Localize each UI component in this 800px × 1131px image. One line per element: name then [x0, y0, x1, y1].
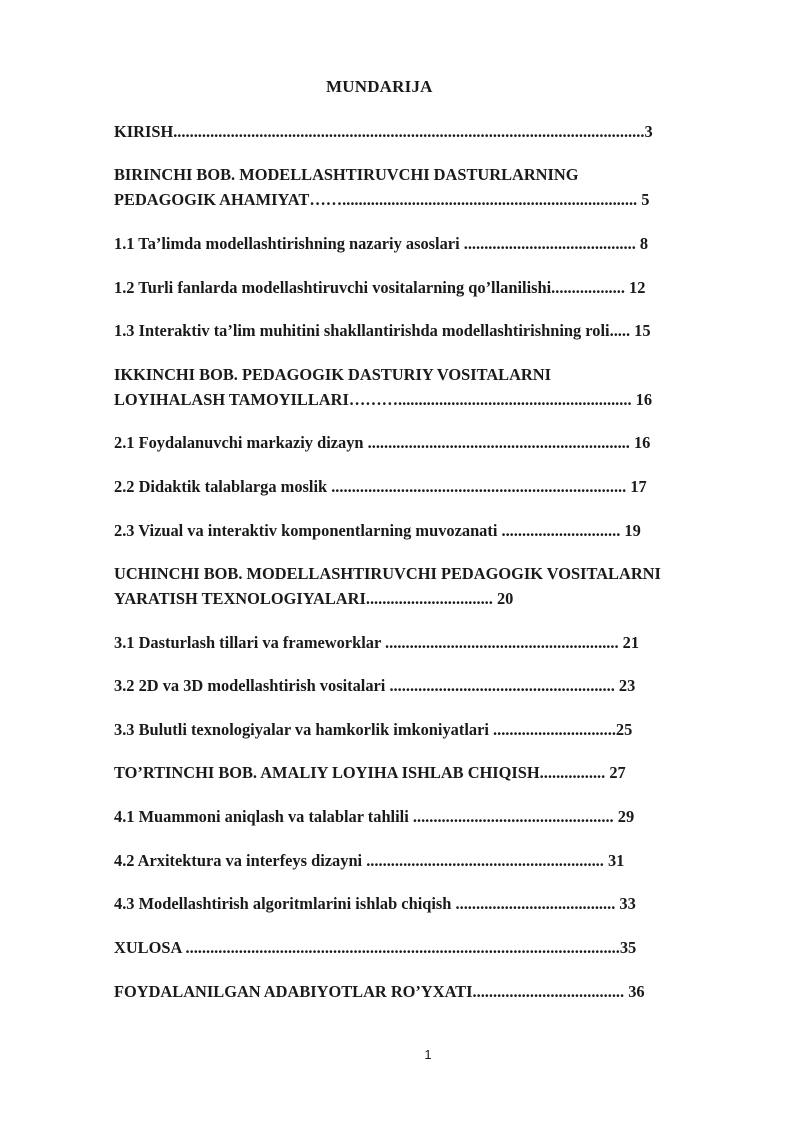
toc-entry-1-3[interactable]	[114, 318, 651, 343]
toc-entry-line: 1.3 Interaktiv ta’lim muhitini shakllantirishda modellashtirishning roli..... 15	[114, 321, 651, 340]
toc-entry-4-3[interactable]	[114, 891, 636, 916]
toc-entry-line: 3.1 Dasturlash tillari va frameworklar ......................................................... 21	[114, 633, 640, 652]
toc-entry-4-2[interactable]	[114, 848, 624, 873]
toc-entry-2-1[interactable]	[114, 430, 650, 455]
toc-entry-line: IKKINCHI BOB. PEDAGOGIK DASTURIY VOSITALARNI	[114, 365, 551, 384]
toc-entry-line: BIRINCHI BOB. MODELLASHTIRUVCHI DASTURLARNING	[114, 165, 579, 184]
toc-entry-1-2[interactable]	[114, 275, 645, 300]
toc-entry-chapter-1[interactable]	[114, 162, 649, 212]
toc-entry-4-1[interactable]	[114, 804, 634, 829]
toc-entry-references[interactable]	[114, 979, 645, 1004]
toc-entry-3-3[interactable]	[114, 717, 632, 742]
toc-entry-3-2[interactable]	[114, 673, 635, 698]
toc-entry-line: KIRISH...................................................................................................................3	[114, 122, 653, 141]
toc-entry-line: FOYDALANILGAN ADABIYOTLAR RO’YXATI..................................... 36	[114, 982, 645, 1001]
toc-entry-line: 2.2 Didaktik talablarga moslik ........................................................................ 17	[114, 477, 647, 496]
toc-entry-line: 4.1 Muammoni aniqlash va talablar tahlili ................................................. 29	[114, 807, 635, 826]
toc-entry-chapter-4[interactable]	[114, 760, 626, 785]
toc-entry-line: 1.2 Turli fanlarda modellashtiruvchi vositalarning qo’llanilishi.................. 12	[114, 278, 646, 297]
toc-entry-3-1[interactable]	[114, 630, 639, 655]
toc-entry-line: 3.2 2D va 3D modellashtirish vositalari ....................................................... 23	[114, 676, 636, 695]
toc-entry-line: 1.1 Ta’limda modellashtirishning nazariy asoslari .......................................... 8	[114, 234, 649, 253]
toc-title: MUNDARIJA	[326, 77, 433, 96]
toc-entry-chapter-3[interactable]	[114, 561, 661, 611]
toc-entry-line: 4.2 Arxitektura va interfeys dizayni .......................................................... 31	[114, 851, 625, 870]
toc-entry-line: 3.3 Bulutli texnologiyalar va hamkorlik imkoniyatlari ..............................25	[114, 720, 633, 739]
page-number: 1	[424, 1047, 432, 1062]
toc-entry-line: UCHINCHI BOB. MODELLASHTIRUVCHI PEDAGOGIK VOSITALARNI	[114, 564, 661, 583]
toc-entry-line: XULOSA ..........................................................................................................35	[114, 938, 637, 957]
toc-entry-line: 2.3 Vizual va interaktiv komponentlarning muvozanati ............................. 19	[114, 521, 641, 540]
toc-entry-line: TO’RTINCHI BOB. AMALIY LOYIHA ISHLAB CHIQISH................ 27	[114, 763, 626, 782]
toc-entry-line: 4.3 Modellashtirish algoritmlarini ishlab chiqish ....................................... 33	[114, 894, 636, 913]
toc-entry-line: 2.1 Foydalanuvchi markaziy dizayn ................................................................ 16	[114, 433, 651, 452]
toc-entry-2-3[interactable]	[114, 518, 641, 543]
toc-entry-2-2[interactable]	[114, 474, 647, 499]
toc-entry-line: YARATISH TEXNOLOGIYALARI............................... 20	[114, 589, 514, 608]
toc-entry-line: LOYIHALASH TAMOYILLARI………......................................................... 16	[114, 390, 653, 409]
toc-entry-chapter-2[interactable]	[114, 362, 652, 412]
toc-entry-kirish[interactable]	[114, 119, 653, 144]
toc-entry-xulosa[interactable]	[114, 935, 636, 960]
toc-entry-1-1[interactable]	[114, 231, 648, 256]
toc-entry-line: PEDAGOGIK AHAMIYAT……........................................................................ 5	[114, 190, 650, 209]
